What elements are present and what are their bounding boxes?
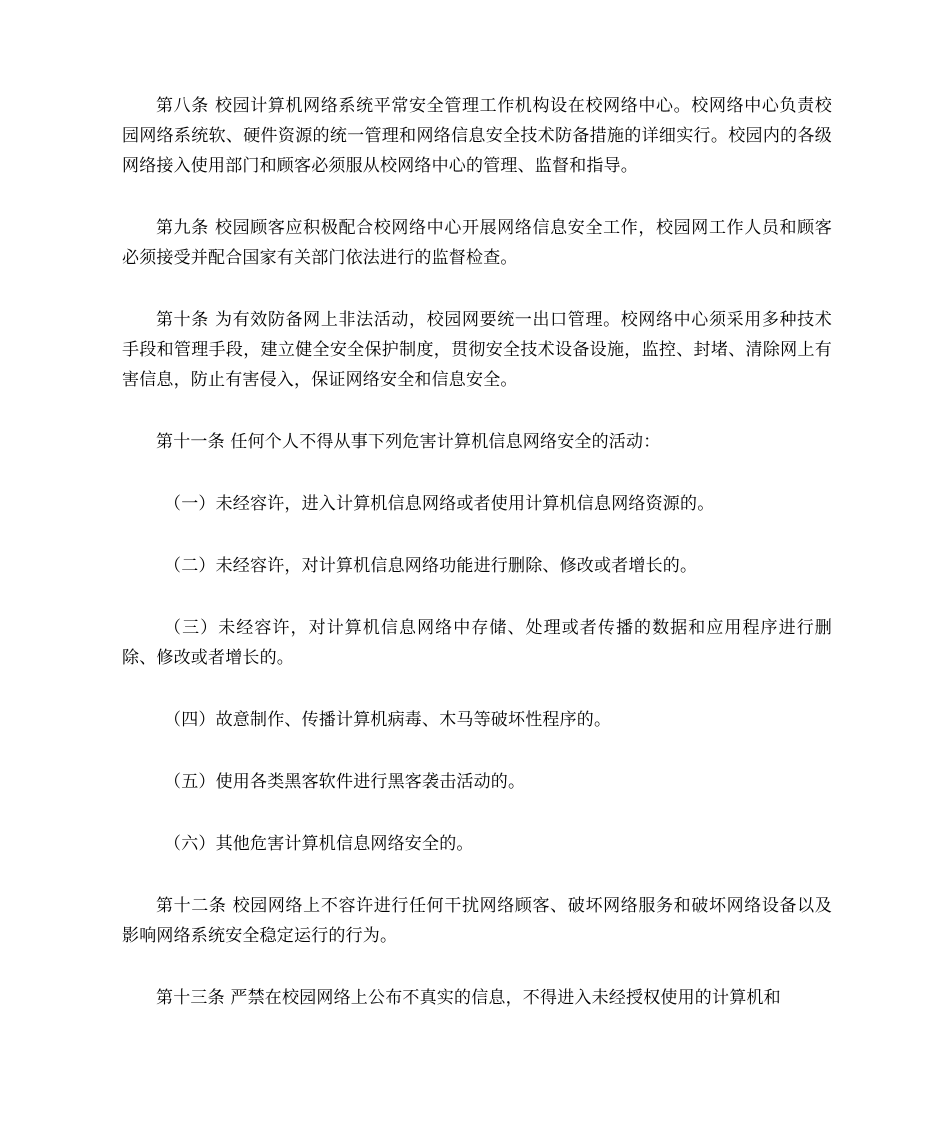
- article-9-paragraph: 第九条 校园顾客应积极配合校网络中心开展网络信息安全工作，校园网工作人员和顾客必须接受并配合国家有关部门依法进行的监督检查。: [122, 218, 832, 268]
- article-12-paragraph: 第十二条 校园网络上不容许进行任何干扰网络顾客、破坏网络服务和破坏网络设备以及影响网络系统安全稳定运行的行为。: [122, 896, 832, 946]
- article-11-item-3: （三）未经容许，对计算机信息网络中存储、处理或者传播的数据和应用程序进行删除、修改或者增长的。: [122, 618, 832, 668]
- article-11-item-4: （四）故意制作、传播计算机病毒、木马等破坏性程序的。: [164, 710, 612, 730]
- article-11-item-1: （一）未经容许，进入计算机信息网络或者使用计算机信息网络资源的。: [164, 494, 715, 514]
- document-body: [122, 91, 832, 1013]
- article-8-paragraph: 第八条 校园计算机网络系统平常安全管理工作机构设在校网络中心。校网络中心负责校园网络系统软、硬件资源的统一管理和网络信息安全技术防备措施的详细实行。校园内的各级网络接入使用部门和顾客必须服从校网络中心的管理、监督和指导。: [122, 96, 832, 176]
- article-11-item-6: （六）其他危害计算机信息网络安全的。: [164, 834, 474, 854]
- article-13-paragraph: 第十三条 严禁在校园网络上公布不真实的信息，不得进入未经授权使用的计算机和: [156, 988, 781, 1008]
- article-11-item-5: （五）使用各类黑客软件进行黑客袭击活动的。: [164, 772, 526, 792]
- article-10-paragraph: 第十条 为有效防备网上非法活动，校园网要统一出口管理。校网络中心须采用多种技术手段和管理手段，建立健全安全保护制度，贯彻安全技术设备设施，监控、封堵、清除网上有害信息，防止有害侵入，保证网络安全和信息安全。: [122, 310, 832, 390]
- article-11-paragraph: 第十一条 任何个人不得从事下列危害计算机信息网络安全的活动：: [156, 432, 661, 452]
- article-11-item-2: （二）未经容许，对计算机信息网络功能进行删除、修改或者增长的。: [164, 556, 698, 576]
